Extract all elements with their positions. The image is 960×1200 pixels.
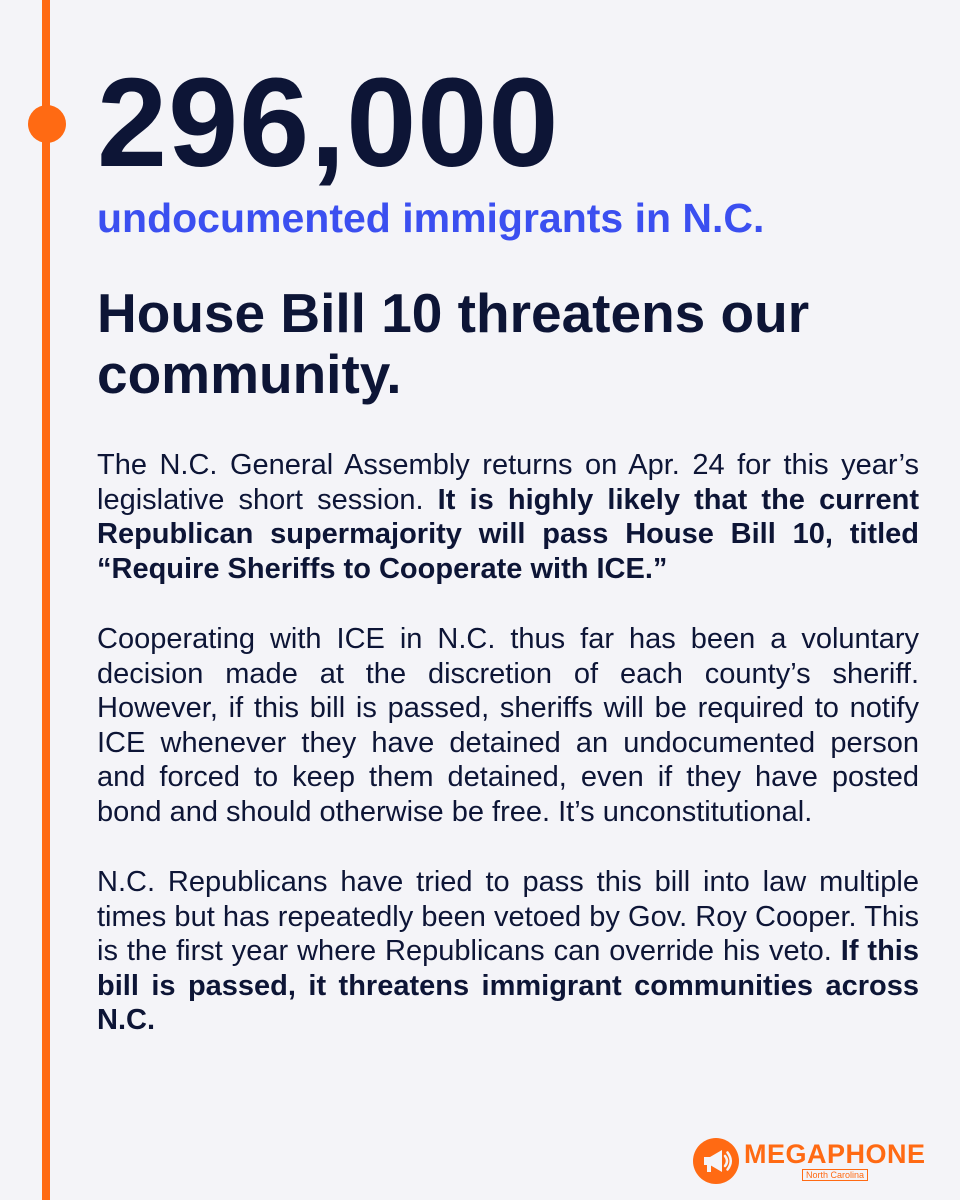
logo-text bbox=[744, 1138, 926, 1182]
paragraph-3 bbox=[97, 865, 919, 1038]
paragraph-3-emphasis: If this bill is passed, it threatens immigrant communities across N.C. bbox=[97, 935, 919, 1037]
paragraph-1-emphasis: It is highly likely that the current Republican supermajority will pass House Bill 10, titled “Require Sheriffs to Cooperate with ICE.” bbox=[97, 483, 920, 585]
main-content bbox=[97, 52, 920, 1038]
paragraph-2-text: Cooperating with ICE in N.C. thus far has been a voluntary decision made at the discretion of each county’s sheriff. However, if this bill is passed, sheriffs will be required to notify ICE whenever they have detained an undocumented person and forced to keep them detained, even if they have posted bond and should otherwise be free. It’s unconstitutional. bbox=[97, 623, 919, 828]
paragraph-3-text: N.C. Republicans have tried to pass this bill into law multiple times but has repeatedly been vetoed by Gov. Roy Cooper. This is the first year where Republicans can override his veto. bbox=[97, 866, 919, 968]
megaphone-logo bbox=[692, 1136, 926, 1186]
stat-caption: undocumented immigrants in N.C. bbox=[97, 195, 765, 241]
logo-subtitle: North Carolina bbox=[802, 1169, 868, 1182]
timeline-line bbox=[42, 0, 50, 1200]
megaphone-icon bbox=[692, 1137, 740, 1185]
headline: House Bill 10 threatens our community. bbox=[97, 282, 810, 405]
timeline-dot bbox=[28, 105, 66, 143]
stat-number: 296,000 bbox=[97, 52, 560, 193]
paragraph-1 bbox=[97, 448, 919, 586]
paragraph-2 bbox=[97, 622, 919, 829]
paragraph-1-text: The N.C. General Assembly returns on Apr. 24 for this year’s legislative short session. bbox=[97, 449, 919, 516]
logo-title: MEGAPHONE bbox=[744, 1138, 926, 1169]
